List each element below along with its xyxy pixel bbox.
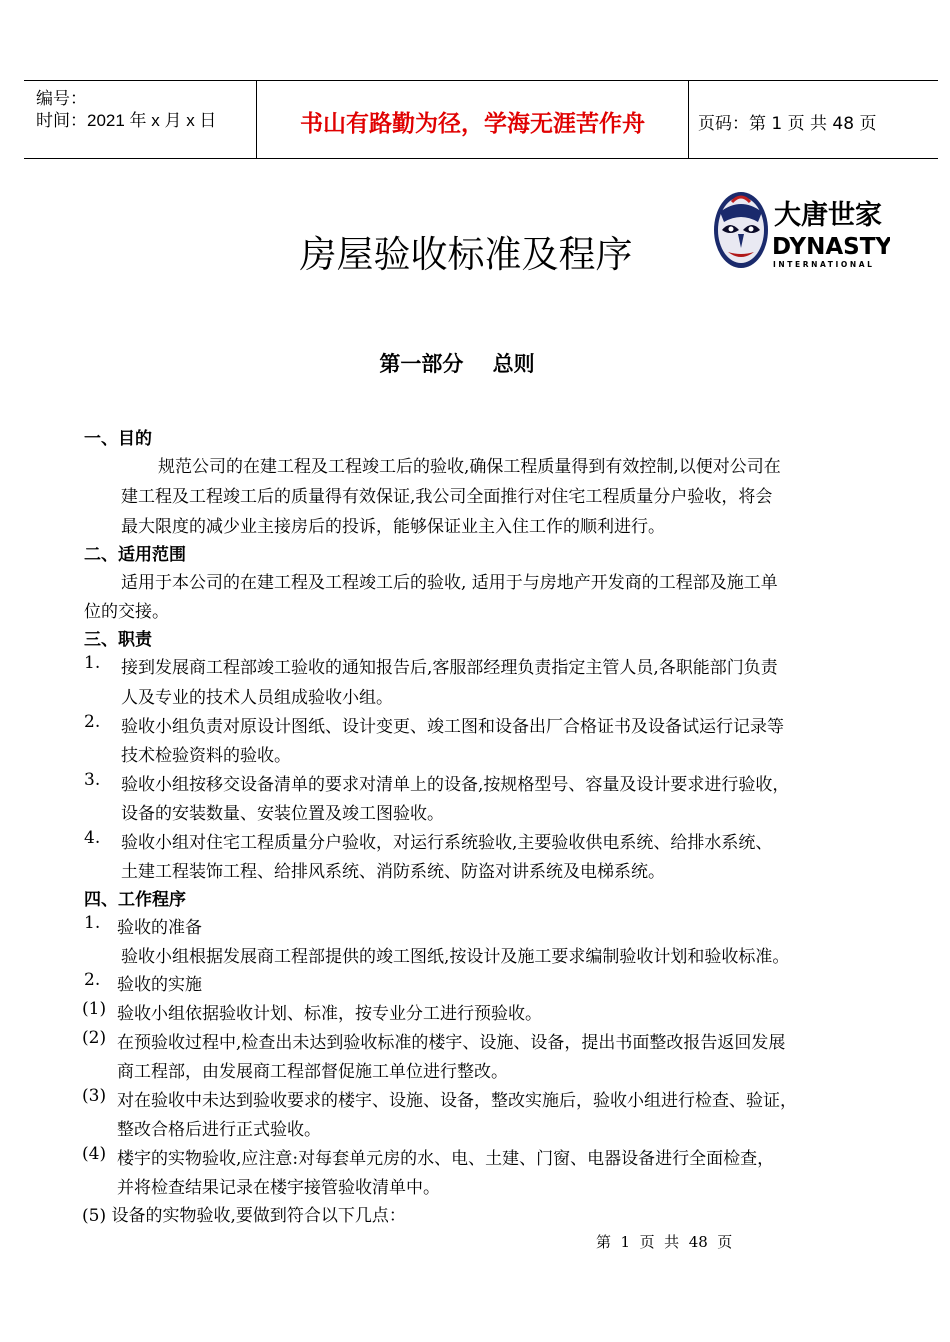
section-heading-procedure: 四、工作程序 <box>84 890 186 910</box>
motto: 书山有路勤为径，学海无涯苦作舟 <box>300 111 645 137</box>
sub-item-number: (4) <box>82 1144 107 1164</box>
sub-item-line: 整改合格后进行正式验收。 <box>117 1120 321 1140</box>
list-item-line: 技术检验资料的验收。 <box>121 746 291 766</box>
header-table <box>24 80 938 159</box>
paragraph-line: 位的交接。 <box>84 602 169 622</box>
list-item-line: 设备的安装数量、安装位置及竣工图验收。 <box>121 804 444 824</box>
logo-sub-text: INTERNATIONAL <box>773 260 875 269</box>
step-label: 验收的准备 <box>117 918 202 938</box>
paragraph-line: 最大限度的减少业主接房后的投诉，能够保证业主入住工作的顺利进行。 <box>121 517 665 537</box>
step-label: 验收的实施 <box>117 975 202 995</box>
paragraph-line: 规范公司的在建工程及工程竣工后的验收,确保工程质量得到有效控制,以便对公司在 <box>158 457 781 477</box>
sub-item-line: 商工程部，由发展商工程部督促施工单位进行整改。 <box>117 1062 508 1082</box>
list-item-line: 验收小组按移交设备清单的要求对清单上的设备,按规格型号、容量及设计要求进行验收， <box>121 775 790 795</box>
list-item-line: 人及专业的技术人员组成验收小组。 <box>121 688 393 708</box>
step-number: 2. <box>84 970 101 990</box>
step-body: 验收小组根据发展商工程部提供的竣工图纸,按设计及施工要求编制验收计划和验收标准。 <box>121 947 790 967</box>
list-item-line: 土建工程装饰工程、给排风系统、消防系统、防盗对讲系统及电梯系统。 <box>121 862 665 882</box>
list-item-line: 接到发展商工程部竣工验收的通知报告后,客服部经理负责指定主管人员,各职能部门负责 <box>121 658 778 678</box>
sub-item-number: (2) <box>82 1028 107 1048</box>
header-motto-cell <box>256 81 689 158</box>
list-number: 1. <box>84 653 101 673</box>
part-title: 第一部分 总则 <box>379 352 535 376</box>
header-page-cell <box>688 81 938 158</box>
section-heading-duties: 三、职责 <box>84 630 152 650</box>
sub-item-line: 验收小组依据验收计划、标准，按专业分工进行预验收。 <box>117 1004 542 1024</box>
section-heading-purpose: 一、目的 <box>84 429 152 449</box>
sub-item-line: 对在验收中未达到验收要求的楼宇、设施、设备，整改实施后，验收小组进行检查、验证， <box>117 1091 797 1111</box>
paragraph-line: 适用于本公司的在建工程及工程竣工后的验收, 适用于与房地产开发商的工程部及施工单 <box>121 573 778 593</box>
page-footer: 第 1 页 共 48 页 <box>596 1233 733 1251</box>
logo-chinese-text: 大唐世家 <box>774 200 882 231</box>
sub-item-number: (1) <box>82 999 107 1019</box>
step-number: 1. <box>84 913 101 933</box>
sub-item-line: 楼宇的实物验收,应注意:对每套单元房的水、电、土建、门窗、电器设备进行全面检查， <box>117 1149 775 1169</box>
sub-item-number: (3) <box>82 1086 107 1106</box>
list-number: 2. <box>84 712 101 732</box>
number-label: 编号： <box>36 89 87 108</box>
sub-item-line: 在预验收过程中,检查出未达到验收标准的楼宇、设施、设备，提出书面整改报告返回发展 <box>117 1033 786 1053</box>
list-item-line: 验收小组对住宅工程质量分户验收，对运行系统验收,主要验收供电系统、给排水系统、 <box>121 833 773 853</box>
section-heading-scope: 二、适用范围 <box>84 545 186 565</box>
sub-item-line: (5) 设备的实物验收,要做到符合以下几点： <box>82 1206 406 1226</box>
logo-english-text: DYNASTY <box>772 234 890 260</box>
time-label: 时间：2021 年 x 月 x 日 <box>36 111 217 130</box>
paragraph-line: 建工程及工程竣工后的质量得有效保证,我公司全面推行对住宅工程质量分户验收，将会 <box>121 487 773 507</box>
list-item-line: 验收小组负责对原设计图纸、设计变更、竣工图和设备出厂合格证书及设备试运行记录等 <box>121 717 784 737</box>
header-left-cell <box>24 81 256 158</box>
list-number: 3. <box>84 770 101 790</box>
document-title: 房屋验收标准及程序 <box>299 233 633 276</box>
list-number: 4. <box>84 828 101 848</box>
sub-item-line: 并将检查结果记录在楼宇接管验收清单中。 <box>117 1178 440 1198</box>
page-code: 页码：第 1 页 共 48 页 <box>698 114 877 134</box>
